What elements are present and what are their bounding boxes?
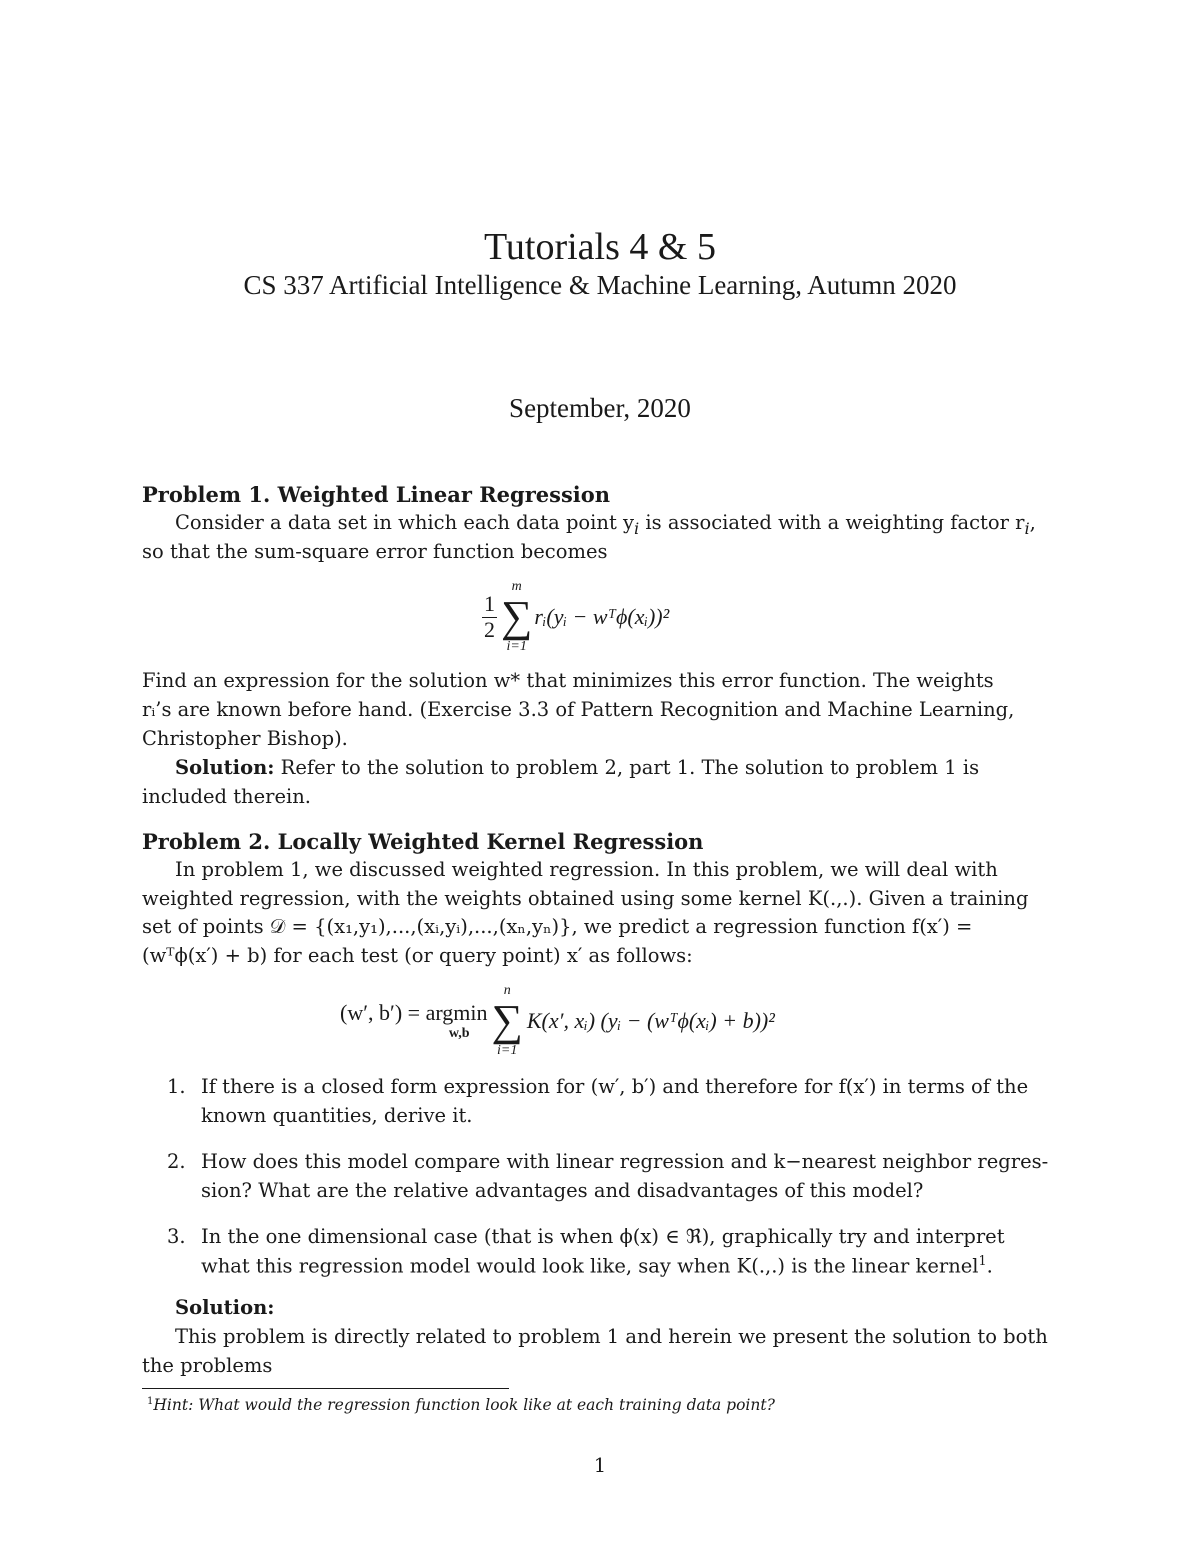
footnote-rule	[142, 1388, 509, 1389]
equation-body: rᵢ(yᵢ − wᵀϕ(xᵢ))²	[534, 604, 670, 629]
problem-1-heading: Problem 1. Weighted Linear Regression	[142, 482, 611, 507]
problem-2-line-3: set of points 𝒟 = {(x₁,y₁),...,(xᵢ,yᵢ),...,(xₙ,yₙ)}, we predict a regression function f(x′) =	[142, 915, 973, 938]
problem-2-solution-line-1: This problem is directly related to problem 1 and herein we present the solution to both	[175, 1325, 1048, 1348]
problem-2-solution-label: Solution:	[175, 1296, 275, 1319]
equation-body: K(x′, xᵢ) (yᵢ − (wᵀϕ(xᵢ) + b))²	[526, 1008, 775, 1033]
item-2-number: 2.	[167, 1150, 186, 1173]
problem-1-intro-line-2: so that the sum-square error function becomes	[142, 540, 608, 563]
item-2-line-1: How does this model compare with linear regression and k−nearest neighbor regres-	[201, 1150, 1049, 1173]
problem-2-solution-line-2: the problems	[142, 1354, 273, 1377]
argmin-expression: (w′, b′) = argmin w,b	[340, 1000, 488, 1041]
item-2-line-2: sion? What are the relative advantages and disadvantages of this model?	[201, 1179, 924, 1202]
fraction-one-half: $\frac{1}{2}$	[484, 591, 495, 642]
document-date: September, 2020	[509, 393, 691, 423]
problem-1-solution-line-1: Solution: Refer to the solution to problem 2, part 1. The solution to problem 1 is	[175, 756, 980, 779]
course-subtitle: CS 337 Artificial Intelligence & Machine Learning, Autumn 2020	[243, 270, 957, 300]
footnote-number: 1	[147, 1396, 154, 1407]
problem-1-solution-line-2: included therein.	[142, 785, 312, 808]
item-3-line-2: what this regression model would look like, say when K(.,.) is the linear kernel$^1$.	[201, 1253, 993, 1278]
problem-1-body-line-3: Christopher Bishop).	[142, 727, 348, 750]
item-3-number: 3.	[167, 1225, 186, 1248]
problem-2-line-4: (wᵀϕ(x′) + b) for each test (or query point) x′ as follows:	[142, 944, 693, 967]
problem-2-line-2: weighted regression, with the weights obtained using some kernel K(.,.). Given a training	[142, 887, 1029, 910]
page-number: 1	[593, 1454, 607, 1477]
problem-1-body-line-1: Find an expression for the solution w* that minimizes this error function. The weights	[142, 669, 994, 692]
footnote	[147, 1396, 775, 1414]
problem-1-equation	[482, 579, 670, 654]
item-3-line-1: In the one dimensional case (that is when ϕ(x) ∈ ℜ), graphically try and interpret	[201, 1225, 1005, 1248]
footnote-text: Hint: What would the regression function look like at each training data point?	[153, 1396, 775, 1415]
summation-symbol: m ∑ i=1	[501, 579, 533, 654]
problem-1-body-line-2: rᵢ’s are known before hand. (Exercise 3.3 of Pattern Recognition and Machine Learning,	[142, 698, 1015, 721]
problem-2-heading: Problem 2. Locally Weighted Kernel Regression	[142, 829, 704, 854]
problem-2-equation	[340, 985, 775, 1057]
item-1-number: 1.	[167, 1075, 186, 1098]
problem-1-intro-line-1: Consider a data set in which each data point $y_i$ is associated with a weighting factor $r_i$,	[175, 511, 1036, 538]
footnote-marker: 1	[978, 1253, 987, 1268]
solution-label: Solution:	[175, 756, 275, 779]
page-title: Tutorials 4 & 5	[484, 226, 716, 268]
summation-symbol: n ∑ i=1	[491, 983, 523, 1058]
item-1-line-2: known quantities, derive it.	[201, 1104, 473, 1127]
problem-2-line-1: In problem 1, we discussed weighted regression. In this problem, we will deal with	[175, 858, 998, 881]
item-1-line-1: If there is a closed form expression for (w′, b′) and therefore for f(x′) in terms of the	[201, 1075, 1029, 1098]
